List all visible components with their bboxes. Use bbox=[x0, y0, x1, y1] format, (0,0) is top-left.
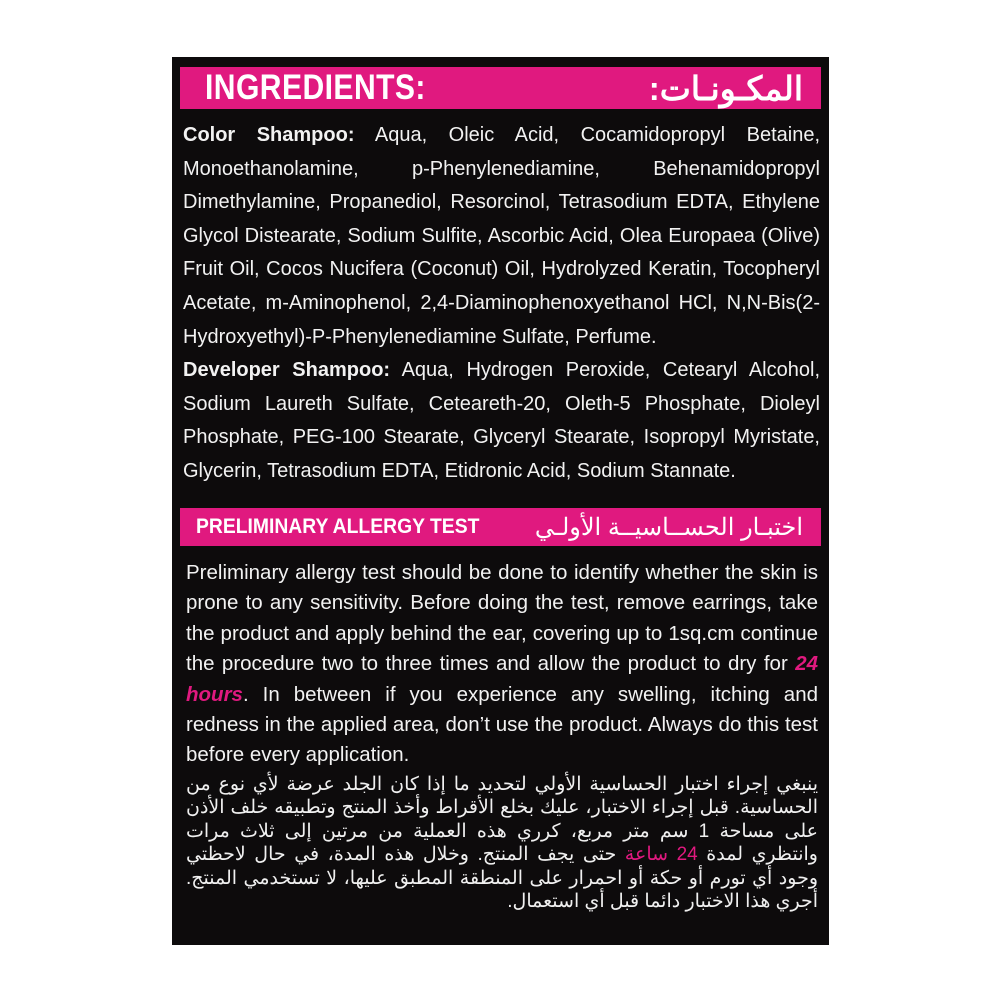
ingredients-panel bbox=[172, 57, 829, 945]
allergy-ar-part2: حتى يجف المنتج. وخلال هذه المدة، في حال لاحظتي وجود أي تورم أو حكة أو احمرار على المنطقة المطبق عليها، لا تستخدمي المنتج. أجري هذا الاختبار دائما قبل أي استعمال. bbox=[186, 844, 818, 913]
allergy-heading-ar: اختبـار الحســاسيــة الأولـي bbox=[534, 513, 803, 541]
allergy-instructions-ar bbox=[186, 773, 818, 913]
allergy-duration-highlight: 24 hours bbox=[186, 652, 818, 706]
allergy-test-header bbox=[180, 508, 821, 546]
developer-shampoo-label: Developer Shampoo: bbox=[183, 359, 391, 382]
ingredients-heading-ar: المكـونـات: bbox=[648, 69, 803, 107]
ingredients-header bbox=[180, 67, 821, 109]
ingredients-list bbox=[183, 119, 820, 489]
allergy-instructions-en bbox=[186, 558, 818, 771]
developer-shampoo-paragraph bbox=[183, 354, 820, 488]
developer-shampoo-ingredients: Aqua, Hydrogen Peroxide, Cetearyl Alcohol, Sodium Laureth Sulfate, Ceteareth-20, Oleth-5 Phosphate, Dioleyl Phosphate, PEG-100 Stearate, Glyceryl Stearate, Isopropyl Myristate, Glycerin, Tetrasodium EDTA, Etidronic Acid, Sodium Stannate. bbox=[183, 359, 820, 482]
allergy-ar-duration-highlight: 24 ساعة bbox=[624, 844, 698, 866]
ingredients-heading-en: INGREDIENTS: bbox=[205, 68, 426, 107]
color-shampoo-label: Color Shampoo: bbox=[183, 124, 355, 146]
allergy-text-part2: . In between if you experience any swelling, itching and redness in the applied area, don’t use the product. Always do this test before every application. bbox=[186, 682, 818, 767]
allergy-ar-part1: ينبغي إجراء اختبار الحساسية الأولي لتحديد ما إذا كان الجلد عرضة لأي نوع من الحساسية. قبل إجراء الاختبار، عليك بخلع الأقراط وأخذ المنتج وتطبيقه خلف الأذن على مساحة 1 سم متر مربع، كرري هذه العملية من مرتين إلى ثلاث مرات وانتظري لمدة bbox=[186, 774, 819, 866]
color-shampoo-ingredients: Aqua, Oleic Acid, Cocamidopropyl Betaine, Monoethanolamine, p-Phenylenediamine, Behenamidopropyl Dimethylamine, Propanediol, Resorcinol, Tetrasodium EDTA, Ethylene Glycol Distearate, Sodium Sulfite, Ascorbic Acid, Olea Europaea (Olive) Fruit Oil, Cocos Nucifera (Coconut) Oil, Hydrolyzed Keratin, Tocopheryl Acetate, m-Aminophenol, 2,4-Diaminophenoxyethanol HCl, N,N-Bis(2-Hydroxyethyl)-P-Phenylenediamine Sulfate, Perfume. bbox=[183, 124, 821, 348]
allergy-heading-en: PRELIMINARY ALLERGY TEST bbox=[196, 515, 480, 538]
color-shampoo-paragraph bbox=[183, 119, 820, 354]
allergy-text-part1: Preliminary allergy test should be done to identify whether the skin is prone to any sensitivity. Before doing the test, remove earrings, take the product and apply behind the ear, covering up to 1sq.cm continue the procedure two to three times and allow the product to dry for bbox=[186, 561, 818, 676]
